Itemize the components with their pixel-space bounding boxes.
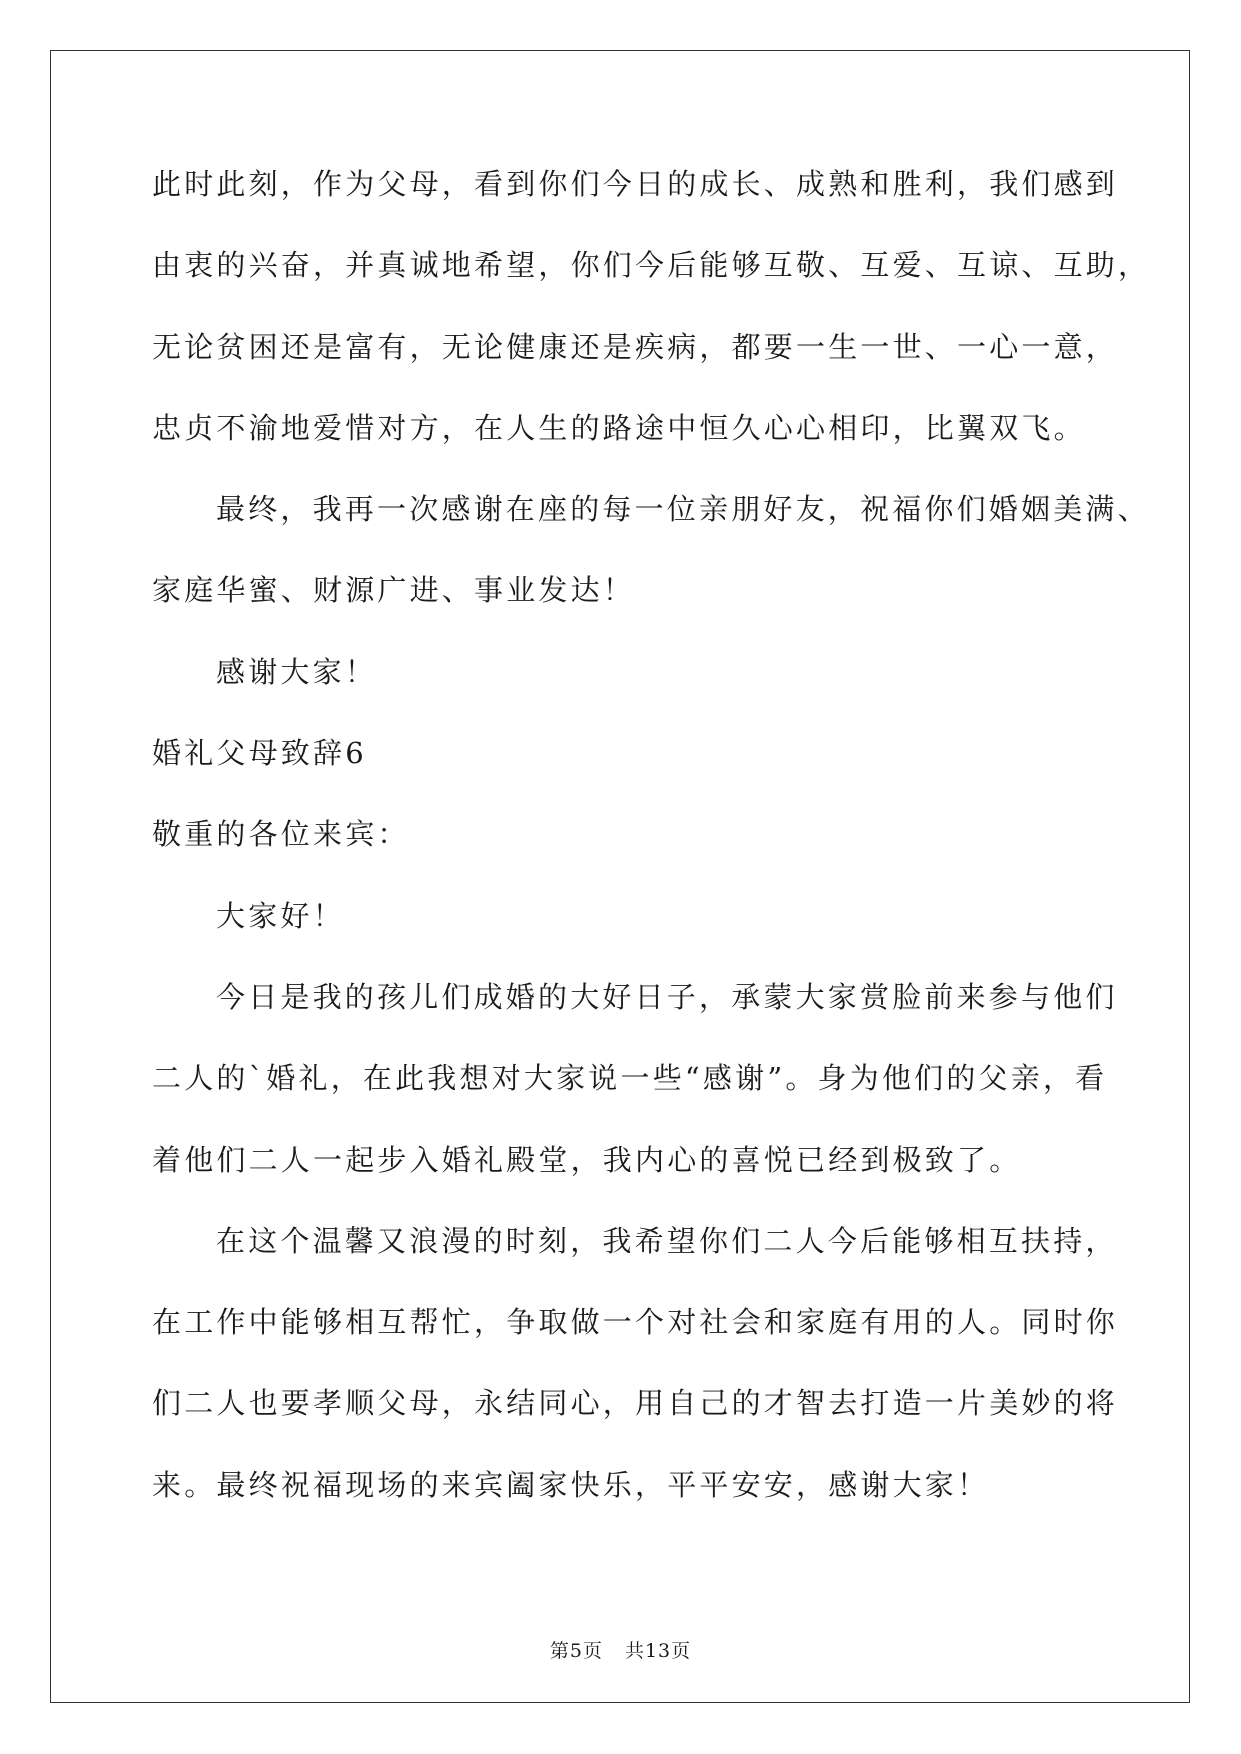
- text-line: 在这个温馨又浪漫的时刻，我希望你们二人今后能够相互扶持，: [216, 1223, 1118, 1258]
- text-line: 今日是我的孩儿们成婚的大好日子，承蒙大家赏脸前来参与他们: [216, 979, 1118, 1014]
- total-page-count: 共13页: [624, 1640, 692, 1662]
- text-line: 们二人也要孝顺父母，永结同心，用自己的才智去打造一片美妙的将: [152, 1386, 1119, 1421]
- text-line: 无论贫困还是富有，无论健康还是疾病，都要一生一世、一心一意，: [152, 329, 1119, 364]
- page-footer: [0, 1636, 1241, 1663]
- text-line: 在工作中能够相互帮忙，争取做一个对社会和家庭有用的人。同时你: [152, 1305, 1119, 1340]
- section-heading: 婚礼父母致辞6: [152, 736, 367, 771]
- text-line: 由衷的兴奋，并真诚地希望，你们今后能够互敬、互爱、互谅、互助，: [152, 248, 1151, 283]
- text-line: 来。最终祝福现场的来宾阖家快乐，平平安安，感谢大家！: [152, 1467, 990, 1502]
- text-line: 家庭华蜜、财源广进、事业发达！: [152, 573, 636, 608]
- document-body: [152, 164, 1151, 1546]
- text-line: 着他们二人一起步入婚礼殿堂，我内心的喜悦已经到极致了。: [152, 1142, 1022, 1177]
- text-line: 最终，我再一次感谢在座的每一位亲朋好友，祝福你们婚姻美满、: [216, 492, 1150, 527]
- salutation: 敬重的各位来宾：: [152, 817, 410, 852]
- text-line: 感谢大家！: [216, 654, 378, 689]
- text-line: 忠贞不渝地爱惜对方，在人生的路途中恒久心心相印，比翼双飞。: [152, 410, 1086, 445]
- text-line: 二人的`婚礼，在此我想对大家说一些“感谢”。身为他们的父亲，看: [152, 1061, 1108, 1096]
- current-page-number: 第5页: [549, 1640, 603, 1662]
- text-line: 此时此刻，作为父母，看到你们今日的成长、成熟和胜利，我们感到: [152, 167, 1119, 201]
- greeting: 大家好！: [216, 898, 345, 933]
